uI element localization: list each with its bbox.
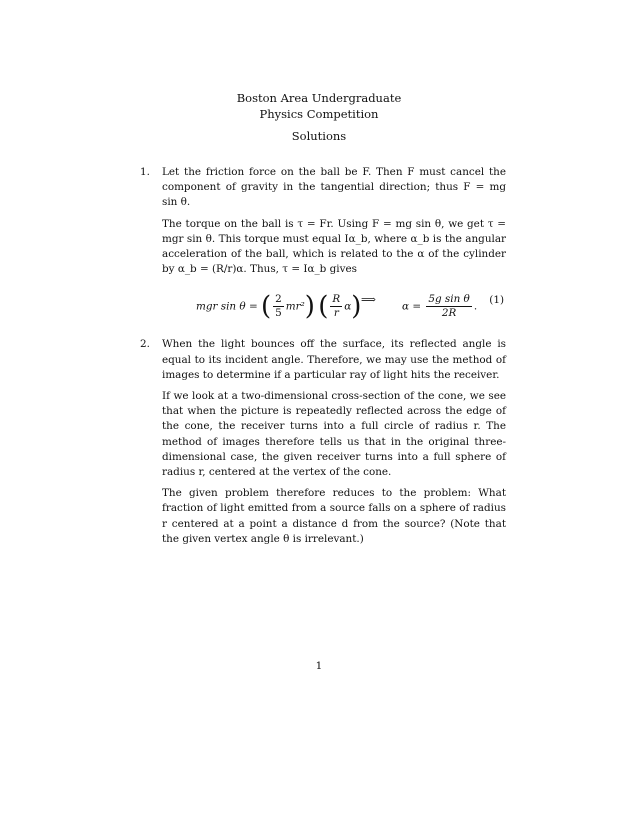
- equation-number: (1): [489, 294, 504, 307]
- equation-rhs-lhs: α =: [402, 300, 422, 313]
- moment-term: mr²: [285, 300, 305, 313]
- equation-lhs-group: [196, 293, 361, 320]
- equation-period: .: [473, 300, 478, 313]
- solutions-heading: Solutions: [291, 129, 347, 143]
- paren-open-1: (: [261, 291, 272, 322]
- problem-2-number: 2.: [140, 338, 150, 351]
- paren-open-2: (: [318, 291, 329, 322]
- problem-2-paragraph-1: When the light bounces off the surface, its reflected angle is equal to its incident angle. Therefore, we may use the method of images to determine if a particular ray of light hits the receiver.: [162, 338, 506, 381]
- paren-close-1: ): [304, 291, 315, 322]
- competition-title-line2: Physics Competition: [259, 107, 379, 121]
- problem-list: [140, 165, 506, 553]
- fraction-two-fifths-num: 2: [275, 293, 282, 306]
- problem-1-paragraph-1: Let the friction force on the ball be F. Then F must cancel the component of gravity in the tangential direction; thus F = mg sin θ.: [162, 166, 506, 209]
- fraction-result: [426, 293, 471, 320]
- fraction-result-num: 5g sin θ: [428, 293, 470, 306]
- problem-1-number: 1.: [140, 166, 150, 178]
- problem-1: [140, 165, 506, 327]
- implies-arrow: ⟹: [361, 294, 376, 307]
- alpha-term: α: [344, 300, 352, 313]
- competition-title-line1: Boston Area Undergraduate: [236, 91, 402, 105]
- fraction-two-fifths: [273, 293, 284, 320]
- fraction-r-ratio-den: r: [333, 307, 339, 320]
- equation-1: [162, 283, 506, 327]
- problem-1-paragraph-2: The torque on the ball is τ = Fr. Using F = mg sin θ, we get τ = mgr sin θ. This torque must equal Iα_b, where α_b is the angular acceleration of the ball, which is related to the α of the cylinder by α_b = (R/r)α. Thus, τ = Iα_b gives: [162, 217, 506, 276]
- equation-lhs: mgr sin θ =: [196, 300, 258, 313]
- problem-2: [140, 337, 506, 547]
- problem-2-paragraph-2: If we look at a two-dimensional cross-section of the cone, we see that when the picture is repeatedly reflected across the edge of the cone, the receiver turns into a full circle of radius r. The method of images therefore tells us that in the original three-dimensional case, the given receiver turns into a full sphere of radius r, centered at the vertex of the cone.: [162, 390, 506, 479]
- fraction-two-fifths-den: 5: [275, 307, 282, 320]
- paren-close-2: ): [351, 291, 362, 322]
- title-block: [0, 90, 638, 122]
- page-number: 1: [315, 660, 323, 672]
- fraction-r-ratio: [330, 293, 342, 320]
- problem-2-paragraph-3: The given problem therefore reduces to the problem: What fraction of light emitted from a source falls on a sphere of radius r centered at a point a distance d from the source? (Note that the given vertex angle θ is irrelevant.): [162, 487, 506, 545]
- equation-rhs-group: [402, 293, 477, 320]
- fraction-result-den: 2R: [441, 307, 457, 320]
- fraction-r-ratio-num: R: [332, 293, 341, 306]
